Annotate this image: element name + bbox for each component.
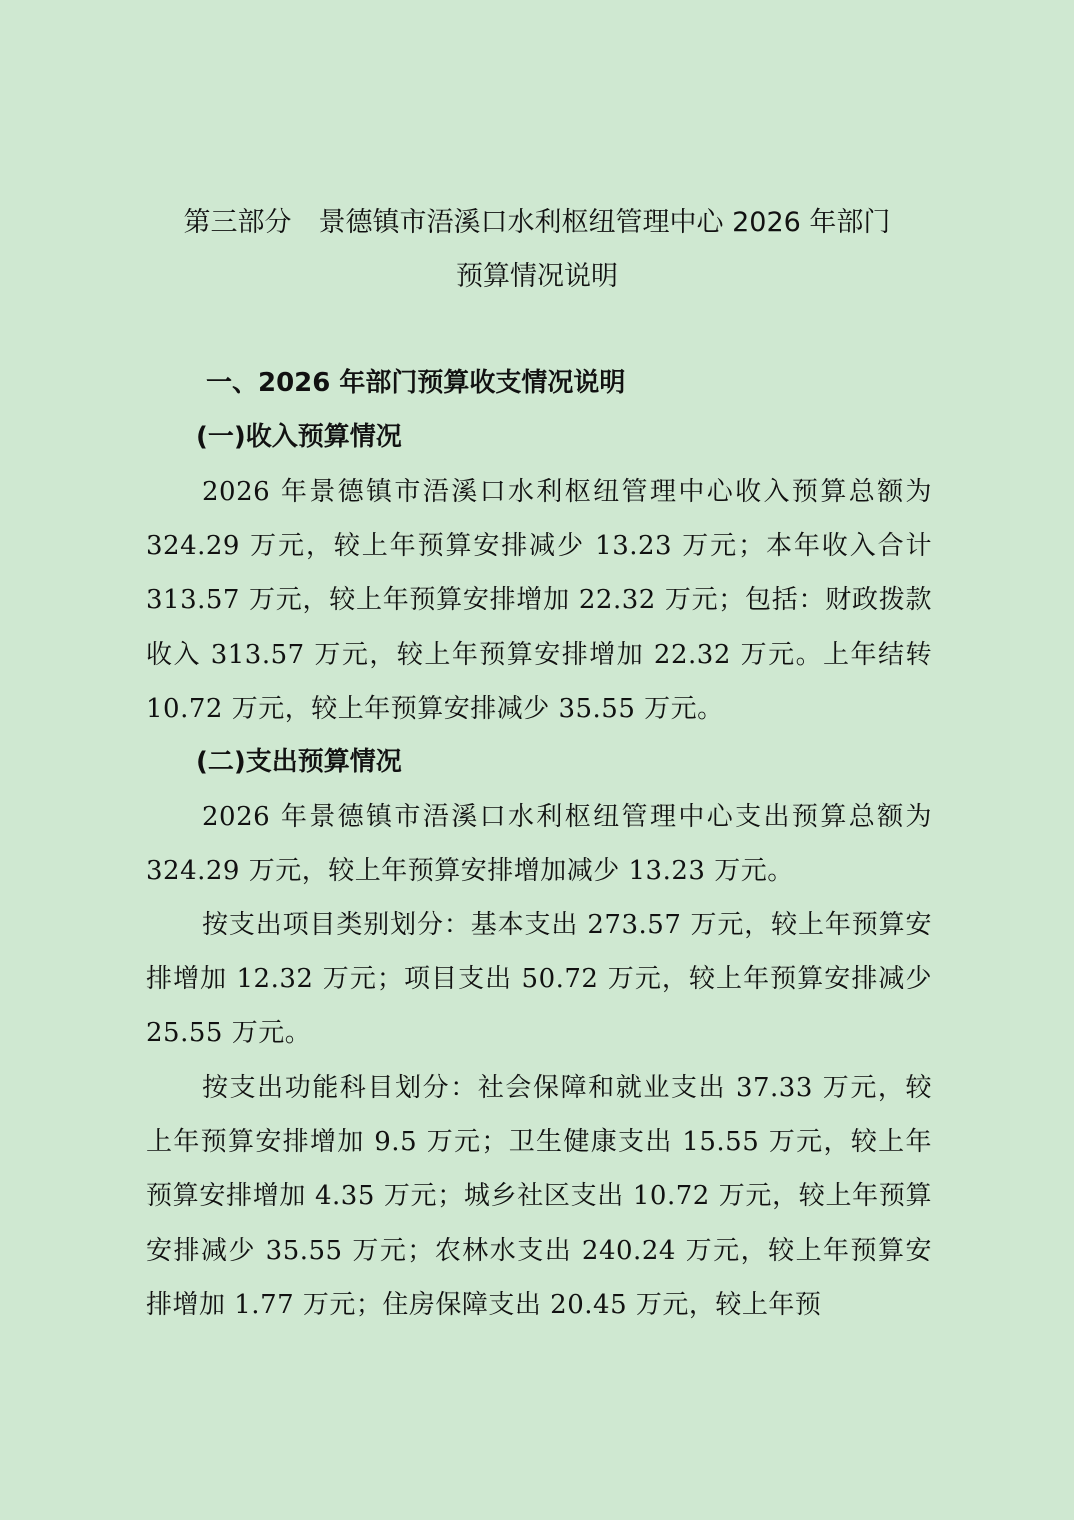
document-title-line1: 第三部分 景德镇市浯溪口水利枢纽管理中心 2026 年部门 <box>183 207 891 238</box>
expenditure-total-paragraph: 2026 年景德镇市浯溪口水利枢纽管理中心支出预算总额为 324.29 万元，较上年预算安排增加减少 13.23 万元。 <box>146 802 932 887</box>
expenditure-by-function-paragraph: 按支出功能科目划分：社会保障和就业支出 37.33 万元，较上年预算安排增加 9.5 万元；卫生健康支出 15.55 万元，较上年预算安排增加 4.35 万元；城乡社区支出 10.72 万元，较上年预算安排减少 35.55 万元；农林水支出 240.24 万元，较上年预算安排增加 1.77 万元；住房保障支出 20.45 万元，较上年预 <box>146 1073 932 1320</box>
expenditure-by-category-paragraph: 按支出项目类别划分：基本支出 273.57 万元，较上年预算安排增加 12.32 万元；项目支出 50.72 万元，较上年预算安排减少 25.55 万元。 <box>146 910 932 1049</box>
income-budget-paragraph: 2026 年景德镇市浯溪口水利枢纽管理中心收入预算总额为 324.29 万元，较上年预算安排减少 13.23 万元；本年收入合计 313.57 万元，较上年预算安排增加 22.32 万元；包括：财政拨款收入 313.57 万元，较上年预算安排增加 22.32 万元。上年结转 10.72 万元，较上年预算安排减少 35.55 万元。 <box>146 477 932 724</box>
expenditure-budget-heading: (二)支出预算情况 <box>196 747 402 777</box>
document-title-line2: 预算情况说明 <box>456 261 618 292</box>
income-budget-heading: (一)收入预算情况 <box>196 422 402 452</box>
section1-heading: 一、2026 年部门预算收支情况说明 <box>206 368 626 398</box>
